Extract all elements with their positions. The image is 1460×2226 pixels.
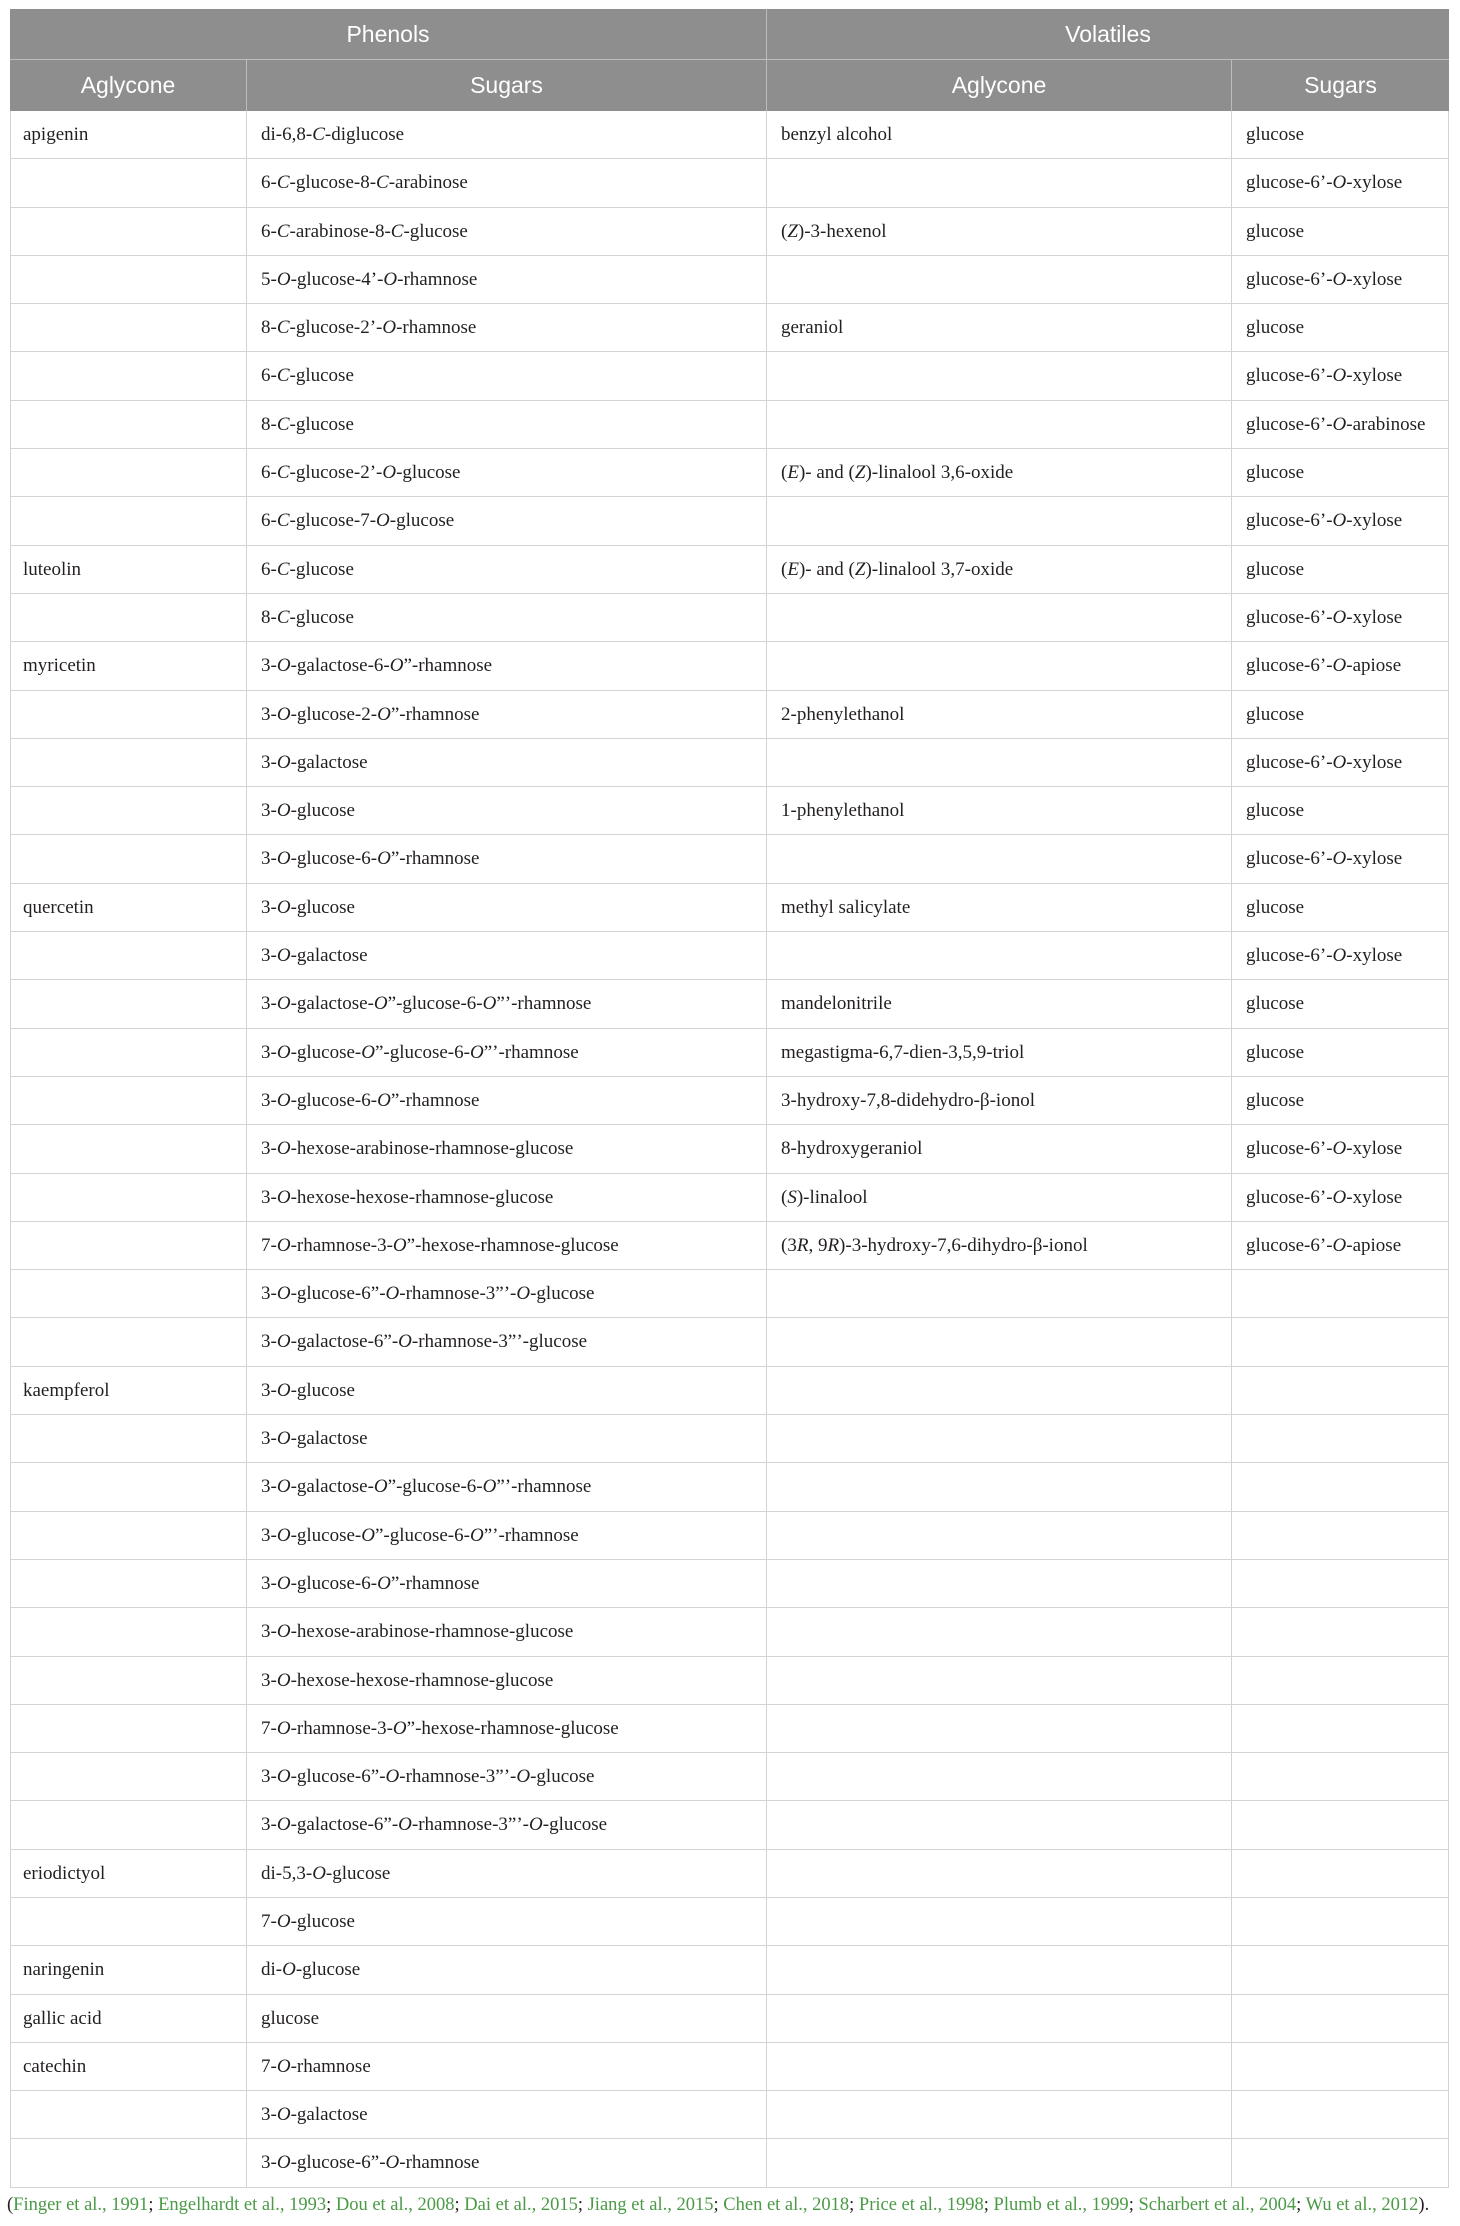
volatile-aglycone-cell	[767, 1318, 1232, 1365]
phenol-aglycone-cell	[10, 1125, 247, 1172]
phenol-aglycone-cell: kaempferol	[10, 1367, 247, 1414]
phenol-sugars-cell: 3-O-glucose-6-O”-rhamnose	[247, 1560, 767, 1607]
phenol-sugars-cell: 3-O-glucose	[247, 884, 767, 931]
volatile-aglycone-cell	[767, 1995, 1232, 2042]
table-row	[10, 642, 1449, 690]
phenol-sugars-cell: 3-O-hexose-hexose-rhamnose-glucose	[247, 1174, 767, 1221]
phenol-sugars-cell: 3-O-glucose	[247, 1367, 767, 1414]
volatile-sugars-cell: glucose-6’-O-xylose	[1232, 1125, 1449, 1172]
table-row	[10, 835, 1449, 883]
phenol-sugars-cell: 7-O-rhamnose	[247, 2043, 767, 2090]
volatile-aglycone-cell	[767, 835, 1232, 882]
citation-separator: ;	[713, 2195, 724, 2215]
glycosides-table	[10, 9, 1449, 2188]
citation-separator: ;	[577, 2195, 588, 2215]
table-row	[10, 449, 1449, 497]
table-row	[10, 256, 1449, 304]
phenol-sugars-cell: di-O-glucose	[247, 1946, 767, 1993]
table-row	[10, 1367, 1449, 1415]
phenol-sugars-cell: di-6,8-C-diglucose	[247, 111, 767, 158]
volatile-aglycone-cell	[767, 1801, 1232, 1848]
volatile-aglycone-cell: methyl salicylate	[767, 884, 1232, 931]
citation-link[interactable]: Engelhardt et al., 1993	[158, 2195, 327, 2215]
table-row	[10, 980, 1449, 1028]
table-row	[10, 1560, 1449, 1608]
phenol-sugars-cell: 3-O-glucose-6”-O-rhamnose-3”’-O-glucose	[247, 1753, 767, 1800]
citation-list	[13, 2195, 1418, 2215]
phenol-aglycone-cell	[10, 739, 247, 786]
phenol-aglycone-cell	[10, 1657, 247, 1704]
phenol-sugars-cell: 3-O-hexose-arabinose-rhamnose-glucose	[247, 1125, 767, 1172]
table-row	[10, 546, 1449, 594]
phenol-aglycone-cell: catechin	[10, 2043, 247, 2090]
volatile-aglycone-cell: 8-hydroxygeraniol	[767, 1125, 1232, 1172]
volatile-sugars-cell	[1232, 1753, 1449, 1800]
volatile-aglycone-cell: (3R, 9R)-3-hydroxy-7,6-dihydro-β-ionol	[767, 1222, 1232, 1269]
volatile-sugars-cell: glucose	[1232, 1077, 1449, 1124]
volatile-aglycone-cell	[767, 1608, 1232, 1655]
volatile-sugars-cell	[1232, 1850, 1449, 1897]
volatile-sugars-cell: glucose	[1232, 691, 1449, 738]
volatile-sugars-cell	[1232, 1608, 1449, 1655]
phenol-sugars-cell: 8-C-glucose-2’-O-rhamnose	[247, 304, 767, 351]
phenol-sugars-cell: 3-O-galactose-6-O”-rhamnose	[247, 642, 767, 689]
volatile-aglycone-cell	[767, 497, 1232, 544]
volatile-aglycone-cell	[767, 1850, 1232, 1897]
volatile-sugars-cell	[1232, 1801, 1449, 1848]
volatile-aglycone-cell	[767, 2091, 1232, 2138]
citation-separator: ;	[454, 2195, 465, 2215]
volatile-sugars-cell: glucose-6’-O-xylose	[1232, 497, 1449, 544]
table-row	[10, 739, 1449, 787]
phenol-aglycone-cell	[10, 256, 247, 303]
table-row	[10, 1801, 1449, 1849]
table-row	[10, 1125, 1449, 1173]
table-row	[10, 1946, 1449, 1994]
volatile-sugars-cell	[1232, 1560, 1449, 1607]
volatile-sugars-cell: glucose-6’-O-apiose	[1232, 1222, 1449, 1269]
phenol-aglycone-cell: gallic acid	[10, 1995, 247, 2042]
phenol-aglycone-cell: luteolin	[10, 546, 247, 593]
volatile-sugars-cell	[1232, 1705, 1449, 1752]
phenol-sugars-cell: 3-O-galactose	[247, 932, 767, 979]
phenol-aglycone-cell	[10, 159, 247, 206]
volatile-aglycone-cell	[767, 594, 1232, 641]
volatile-aglycone-cell	[767, 352, 1232, 399]
phenol-sugars-cell: 3-O-glucose	[247, 787, 767, 834]
phenol-aglycone-cell	[10, 691, 247, 738]
phenol-sugars-cell: 3-O-glucose-2-O”-rhamnose	[247, 691, 767, 738]
phenol-aglycone-cell: myricetin	[10, 642, 247, 689]
citation-separator: ;	[1296, 2195, 1306, 2215]
phenol-aglycone-cell	[10, 1512, 247, 1559]
volatile-sugars-cell	[1232, 2091, 1449, 2138]
volatile-aglycone-cell	[767, 2139, 1232, 2186]
column-header-phenol-sugars: Sugars	[247, 60, 767, 111]
volatile-aglycone-cell: mandelonitrile	[767, 980, 1232, 1027]
citation-separator: ;	[849, 2195, 859, 2215]
volatile-sugars-cell	[1232, 2043, 1449, 2090]
column-header-row	[10, 60, 1449, 111]
phenol-aglycone-cell	[10, 401, 247, 448]
phenol-sugars-cell: 3-O-glucose-6”-O-rhamnose-3”’-O-glucose	[247, 1270, 767, 1317]
volatile-sugars-cell: glucose-6’-O-apiose	[1232, 642, 1449, 689]
phenol-sugars-cell: 3-O-glucose-6”-O-rhamnose	[247, 2139, 767, 2186]
volatile-aglycone-cell	[767, 1415, 1232, 1462]
phenol-sugars-cell: 3-O-galactose	[247, 2091, 767, 2138]
phenol-sugars-cell: di-5,3-O-glucose	[247, 1850, 767, 1897]
volatile-aglycone-cell	[767, 1753, 1232, 1800]
volatile-sugars-cell: glucose	[1232, 787, 1449, 834]
volatile-aglycone-cell: benzyl alcohol	[767, 111, 1232, 158]
phenol-aglycone-cell	[10, 1029, 247, 1076]
citation-separator: ;	[1128, 2195, 1139, 2215]
volatile-sugars-cell: glucose	[1232, 304, 1449, 351]
volatile-aglycone-cell: (E)- and (Z)-linalool 3,7-oxide	[767, 546, 1232, 593]
volatile-aglycone-cell	[767, 401, 1232, 448]
phenol-sugars-cell: 3-O-galactose-O”-glucose-6-O”’-rhamnose	[247, 980, 767, 1027]
phenol-aglycone-cell	[10, 1753, 247, 1800]
volatile-aglycone-cell	[767, 1512, 1232, 1559]
phenol-aglycone-cell	[10, 835, 247, 882]
volatile-aglycone-cell: (Z)-3-hexenol	[767, 208, 1232, 255]
group-header-volatiles: Volatiles	[1065, 21, 1151, 47]
table-row	[10, 1174, 1449, 1222]
phenol-aglycone-cell	[10, 1560, 247, 1607]
table-row	[10, 1415, 1449, 1463]
volatile-sugars-cell: glucose	[1232, 1029, 1449, 1076]
group-header-phenols: Phenols	[10, 9, 767, 59]
phenol-aglycone-cell	[10, 352, 247, 399]
phenol-sugars-cell: 7-O-rhamnose-3-O”-hexose-rhamnose-glucose	[247, 1222, 767, 1269]
volatile-aglycone-cell	[767, 1560, 1232, 1607]
phenol-sugars-cell: 6-C-glucose-8-C-arabinose	[247, 159, 767, 206]
phenol-sugars-cell: 6-C-glucose-7-O-glucose	[247, 497, 767, 544]
phenol-sugars-cell: 3-O-galactose	[247, 739, 767, 786]
phenol-sugars-cell: 7-O-glucose	[247, 1898, 767, 1945]
volatile-sugars-cell: glucose-6’-O-xylose	[1232, 1174, 1449, 1221]
phenol-aglycone-cell	[10, 1608, 247, 1655]
volatile-aglycone-cell	[767, 739, 1232, 786]
phenol-aglycone-cell	[10, 304, 247, 351]
phenol-sugars-cell: 3-O-glucose-6-O”-rhamnose	[247, 835, 767, 882]
volatile-sugars-cell	[1232, 1367, 1449, 1414]
table-row	[10, 159, 1449, 207]
table-row	[10, 787, 1449, 835]
citation-link[interactable]: Finger et al., 1991	[13, 2195, 149, 2215]
table-row	[10, 1753, 1449, 1801]
phenol-aglycone-cell: quercetin	[10, 884, 247, 931]
table-row	[10, 1077, 1449, 1125]
volatile-aglycone-cell: megastigma-6,7-dien-3,5,9-triol	[767, 1029, 1232, 1076]
table-row	[10, 2139, 1449, 2187]
phenol-sugars-cell: 3-O-galactose-6”-O-rhamnose-3”’-O-glucose	[247, 1801, 767, 1848]
table-row	[10, 1222, 1449, 1270]
citation-link[interactable]: Scharbert et al., 2004	[1138, 2195, 1297, 2215]
phenol-sugars-cell: 6-C-glucose	[247, 352, 767, 399]
volatile-sugars-cell	[1232, 1318, 1449, 1365]
table-row	[10, 2043, 1449, 2091]
citation-link[interactable]: Chen et al., 2018	[723, 2195, 850, 2215]
table-row	[10, 884, 1449, 932]
footnote-close: ).	[1418, 2195, 1430, 2215]
group-header-row	[10, 9, 1449, 60]
table-row	[10, 304, 1449, 352]
phenol-sugars-cell: 5-O-glucose-4’-O-rhamnose	[247, 256, 767, 303]
volatile-sugars-cell: glucose	[1232, 208, 1449, 255]
phenol-aglycone-cell	[10, 1415, 247, 1462]
volatile-aglycone-cell	[767, 1898, 1232, 1945]
volatile-sugars-cell: glucose	[1232, 546, 1449, 593]
column-header-volatile-aglycone: Aglycone	[767, 60, 1232, 111]
volatile-aglycone-cell	[767, 642, 1232, 689]
table-row	[10, 1512, 1449, 1560]
table-row	[10, 1898, 1449, 1946]
phenol-sugars-cell: 3-O-galactose-6”-O-rhamnose-3”’-glucose	[247, 1318, 767, 1365]
volatile-aglycone-cell	[767, 1657, 1232, 1704]
citation-link[interactable]: Jiang et al., 2015	[587, 2195, 714, 2215]
volatile-sugars-cell: glucose	[1232, 111, 1449, 158]
citation-separator: ;	[983, 2195, 994, 2215]
volatile-aglycone-cell: (S)-linalool	[767, 1174, 1232, 1221]
table-row	[10, 1657, 1449, 1705]
phenol-aglycone-cell: apigenin	[10, 111, 247, 158]
phenol-aglycone-cell	[10, 208, 247, 255]
table-row	[10, 1850, 1449, 1898]
phenol-aglycone-cell	[10, 932, 247, 979]
volatile-sugars-cell: glucose-6’-O-arabinose	[1232, 401, 1449, 448]
volatile-sugars-cell	[1232, 1512, 1449, 1559]
volatile-sugars-cell: glucose	[1232, 449, 1449, 496]
volatile-sugars-cell	[1232, 1270, 1449, 1317]
table-row	[10, 111, 1449, 159]
table-row	[10, 352, 1449, 400]
phenol-sugars-cell: 3-O-glucose-O”-glucose-6-O”’-rhamnose	[247, 1512, 767, 1559]
citation-link[interactable]: Plumb et al., 1999	[993, 2195, 1129, 2215]
volatile-sugars-cell	[1232, 1657, 1449, 1704]
phenol-aglycone-cell	[10, 1222, 247, 1269]
phenol-sugars-cell: 7-O-rhamnose-3-O”-hexose-rhamnose-glucose	[247, 1705, 767, 1752]
phenol-aglycone-cell	[10, 2091, 247, 2138]
phenol-aglycone-cell	[10, 787, 247, 834]
volatile-sugars-cell	[1232, 1946, 1449, 1993]
volatile-sugars-cell	[1232, 1463, 1449, 1510]
volatile-sugars-cell: glucose-6’-O-xylose	[1232, 594, 1449, 641]
phenol-aglycone-cell	[10, 1463, 247, 1510]
table-row	[10, 2091, 1449, 2139]
table-body	[10, 111, 1449, 2188]
phenol-aglycone-cell	[10, 449, 247, 496]
table-row	[10, 1608, 1449, 1656]
citation-separator: ;	[148, 2195, 159, 2215]
volatile-aglycone-cell	[767, 932, 1232, 979]
volatile-sugars-cell	[1232, 1898, 1449, 1945]
volatile-sugars-cell	[1232, 1415, 1449, 1462]
volatile-sugars-cell	[1232, 2139, 1449, 2186]
phenol-aglycone-cell	[10, 1270, 247, 1317]
citation-link[interactable]: Price et al., 1998	[858, 2195, 984, 2215]
phenol-sugars-cell: 6-C-glucose-2’-O-glucose	[247, 449, 767, 496]
citation-link[interactable]: Wu et al., 2012	[1305, 2195, 1419, 2215]
volatile-aglycone-cell: (E)- and (Z)-linalool 3,6-oxide	[767, 449, 1232, 496]
table-row	[10, 208, 1449, 256]
volatile-aglycone-cell	[767, 1463, 1232, 1510]
phenol-aglycone-cell	[10, 1705, 247, 1752]
citation-link[interactable]: Dou et al., 2008	[335, 2195, 455, 2215]
phenol-aglycone-cell	[10, 2139, 247, 2186]
phenol-aglycone-cell	[10, 594, 247, 641]
column-header-volatile-sugars: Sugars	[1304, 72, 1377, 98]
volatile-sugars-cell: glucose	[1232, 884, 1449, 931]
volatile-aglycone-cell: 3-hydroxy-7,8-didehydro-β-ionol	[767, 1077, 1232, 1124]
volatile-aglycone-cell	[767, 256, 1232, 303]
phenol-aglycone-cell	[10, 1801, 247, 1848]
volatile-sugars-cell: glucose-6’-O-xylose	[1232, 932, 1449, 979]
table-row	[10, 1029, 1449, 1077]
phenol-sugars-cell: 3-O-hexose-arabinose-rhamnose-glucose	[247, 1608, 767, 1655]
citation-link[interactable]: Dai et al., 2015	[464, 2195, 578, 2215]
footnote-open-paren: (	[7, 2195, 14, 2215]
volatile-aglycone-cell: 1-phenylethanol	[767, 787, 1232, 834]
phenol-aglycone-cell: eriodictyol	[10, 1850, 247, 1897]
volatile-sugars-cell: glucose-6’-O-xylose	[1232, 835, 1449, 882]
phenol-aglycone-cell: naringenin	[10, 1946, 247, 1993]
phenol-sugars-cell: 8-C-glucose	[247, 401, 767, 448]
phenol-aglycone-cell	[10, 1077, 247, 1124]
table-row	[10, 932, 1449, 980]
column-header-phenol-aglycone: Aglycone	[10, 60, 247, 111]
volatile-sugars-cell: glucose-6’-O-xylose	[1232, 256, 1449, 303]
phenol-sugars-cell: glucose	[247, 1995, 767, 2042]
table-row	[10, 594, 1449, 642]
table-row	[10, 691, 1449, 739]
volatile-aglycone-cell: 2-phenylethanol	[767, 691, 1232, 738]
phenol-aglycone-cell	[10, 1174, 247, 1221]
phenol-sugars-cell: 6-C-arabinose-8-C-glucose	[247, 208, 767, 255]
volatile-aglycone-cell	[767, 1946, 1232, 1993]
volatile-sugars-cell: glucose-6’-O-xylose	[1232, 352, 1449, 399]
phenol-sugars-cell: 8-C-glucose	[247, 594, 767, 641]
table-row	[10, 1995, 1449, 2043]
phenol-sugars-cell: 3-O-galactose	[247, 1415, 767, 1462]
phenol-aglycone-cell	[10, 1898, 247, 1945]
table-row	[10, 1270, 1449, 1318]
volatile-aglycone-cell	[767, 1367, 1232, 1414]
volatile-sugars-cell	[1232, 1995, 1449, 2042]
volatile-sugars-cell: glucose	[1232, 980, 1449, 1027]
volatile-aglycone-cell	[767, 2043, 1232, 2090]
volatile-aglycone-cell	[767, 1270, 1232, 1317]
citation-separator: ;	[326, 2195, 336, 2215]
table-row	[10, 1318, 1449, 1366]
phenol-aglycone-cell	[10, 1318, 247, 1365]
table-row	[10, 497, 1449, 545]
references-footnote	[7, 2192, 1429, 2218]
phenol-aglycone-cell	[10, 980, 247, 1027]
phenol-sugars-cell: 3-O-glucose-6-O”-rhamnose	[247, 1077, 767, 1124]
phenol-sugars-cell: 3-O-glucose-O”-glucose-6-O”’-rhamnose	[247, 1029, 767, 1076]
volatile-aglycone-cell	[767, 159, 1232, 206]
table-row	[10, 1705, 1449, 1753]
phenol-sugars-cell: 6-C-glucose	[247, 546, 767, 593]
phenol-aglycone-cell	[10, 497, 247, 544]
table-row	[10, 1463, 1449, 1511]
volatile-sugars-cell: glucose-6’-O-xylose	[1232, 739, 1449, 786]
table-row	[10, 401, 1449, 449]
volatile-aglycone-cell	[767, 1705, 1232, 1752]
phenol-sugars-cell: 3-O-galactose-O”-glucose-6-O”’-rhamnose	[247, 1463, 767, 1510]
volatile-aglycone-cell: geraniol	[767, 304, 1232, 351]
volatile-sugars-cell: glucose-6’-O-xylose	[1232, 159, 1449, 206]
phenol-sugars-cell: 3-O-hexose-hexose-rhamnose-glucose	[247, 1657, 767, 1704]
